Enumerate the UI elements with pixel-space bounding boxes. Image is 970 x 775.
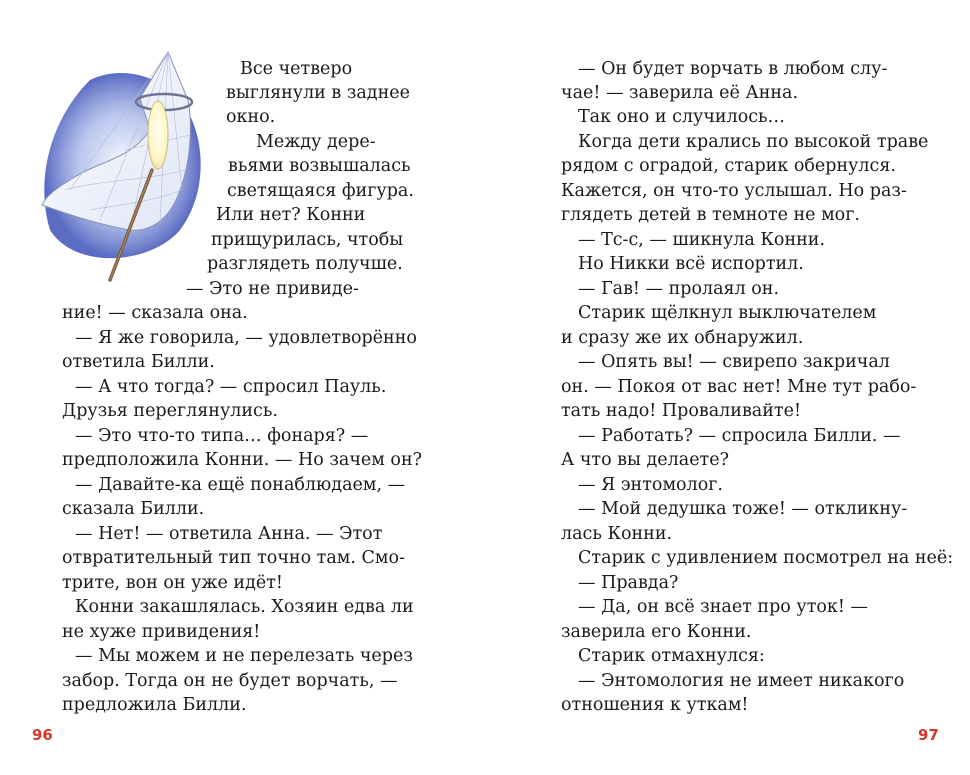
text-line: Кажется, он что-то услышал. Но раз- (561, 181, 907, 201)
text-line: Но Никки всё испортил. (578, 254, 804, 274)
text-line: чае! — заверила её Анна. (561, 83, 799, 103)
text-line: заверила его Конни. (561, 622, 752, 642)
text-line: Или нет? Конни (216, 205, 366, 225)
text-line: предложила Билли. (62, 695, 247, 715)
text-line: светящаяся фигура. (227, 181, 414, 201)
text-line: Так оно и случилось… (578, 107, 786, 127)
text-line: отвратительный тип точно там. Смо- (62, 548, 405, 568)
text-line: Друзья переглянулись. (62, 401, 278, 421)
text-line: Старик отмахнулся: (578, 646, 765, 666)
text-line: А что вы делаете? (561, 450, 729, 470)
text-line: — Гав! — пролаял он. (578, 279, 780, 299)
text-line: ние! — сказала она. (62, 303, 248, 323)
text-line: не хуже привидения! (62, 622, 261, 642)
text-line: вьями возвышалась (228, 156, 411, 176)
text-line: — Я же говорила, — удовлетворённо (75, 328, 417, 348)
text-line: — Правда? (578, 573, 679, 593)
text-line: — А что тогда? — спросил Пауль. (75, 377, 387, 397)
text-line: — Я энтомолог. (578, 475, 723, 495)
text-line: прищурилась, чтобы (211, 230, 404, 250)
page-number-left: 96 (32, 726, 53, 744)
text-line: предположила Конни. — Но зачем он? (62, 450, 423, 470)
text-line: рядом с оградой, старик обернулся. (561, 156, 896, 176)
text-line: — Энтомология не имеет никакого (578, 671, 905, 691)
text-line: — Нет! — ответила Анна. — Этот (75, 524, 383, 544)
text-line: он. — Покоя от вас нет! Мне тут рабо- (561, 377, 917, 397)
text-line: — Это что-то типа… фонаря? — (75, 426, 369, 446)
text-line: окно. (226, 107, 276, 127)
text-line: — Тс-с, — шикнула Конни. (578, 230, 826, 250)
text-line: — Он будет ворчать в любом слу- (578, 59, 888, 79)
text-line: Между дере- (256, 132, 376, 152)
text-line: — Это не привиде- (186, 279, 359, 299)
text-line: — Да, он всё знает про уток! — (578, 597, 868, 617)
text-line: Старик щёлкнул выключателем (578, 303, 877, 323)
text-line: — Работать? — спросила Билли. — (578, 426, 901, 446)
text-line: — Мы можем и не перелезать через (75, 646, 413, 666)
text-line: глядеть детей в темноте не мог. (561, 205, 860, 225)
text-line: Когда дети крались по высокой траве (578, 132, 929, 152)
text-line: Все четверо (240, 59, 353, 79)
lantern-net-illustration (30, 40, 220, 290)
text-line: — Мой дедушка тоже! — откликну- (578, 499, 908, 519)
text-line: Старик с удивлением посмотрел на неё: (578, 548, 954, 568)
page-number-right: 97 (918, 726, 939, 744)
text-line: ответила Билли. (62, 352, 215, 372)
text-line: сказала Билли. (62, 499, 205, 519)
text-line: Конни закашлялась. Хозяин едва ли (75, 597, 414, 617)
text-line: — Давайте-ка ещё понаблюдаем, — (75, 475, 406, 495)
text-line: — Опять вы! — свирепо закричал (578, 352, 890, 372)
text-line: тать надо! Проваливайте! (561, 401, 801, 421)
text-line: и сразу же их обнаружил. (561, 328, 804, 348)
text-line: лась Конни. (561, 524, 673, 544)
text-line: выглянули в заднее (226, 83, 410, 103)
text-line: отношения к уткам! (561, 695, 749, 715)
text-line: забор. Тогда он не будет ворчать, — (62, 671, 398, 691)
text-line: трите, вон он уже идёт! (62, 573, 283, 593)
text-line: разглядеть получше. (207, 254, 403, 274)
